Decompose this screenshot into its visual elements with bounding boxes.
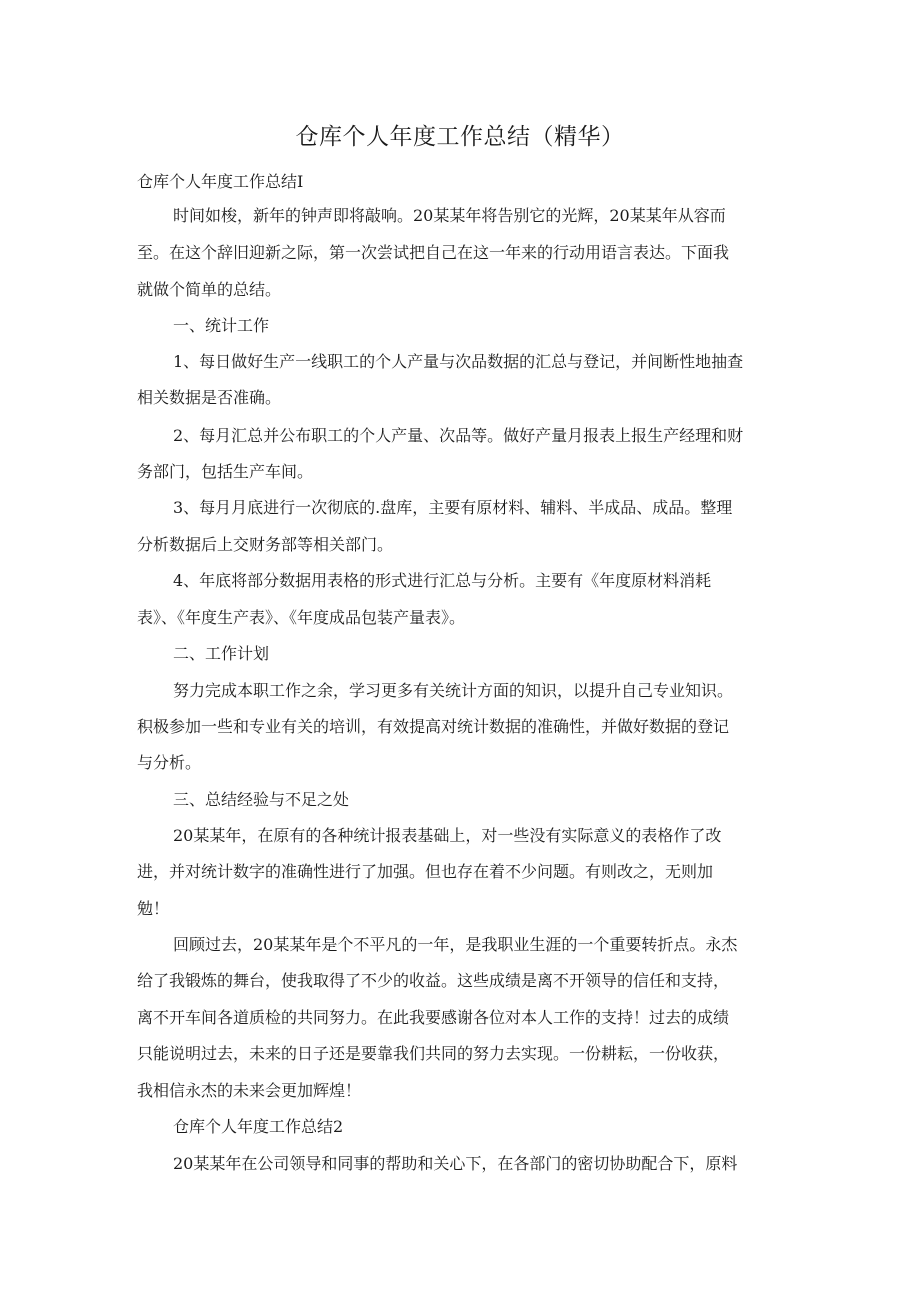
review-line-3: 离不开车间各道质检的共同努力。在此我要感谢各位对本人工作的支持！过去的成绩 <box>137 1008 730 1027</box>
intro-line-2: 至。在这个辞旧迎新之际，第一次尝试把自己在这一年来的行动用语言表达。下面我 <box>137 243 730 262</box>
item-3-line-1: 3、每月月底进行一次彻底的.盘库，主要有原材料、辅料、半成品、成品。整理 <box>173 498 733 517</box>
review-line-4: 只能说明过去，未来的日子还是要靠我们共同的努力去实现。一份耕耘，一份收获， <box>137 1044 730 1063</box>
plan-line-3: 与分析。 <box>137 753 202 772</box>
section-title-plan: 二、工作计划 <box>173 644 270 663</box>
experience-line-3: 勉！ <box>137 899 170 918</box>
item-3-line-2: 分析数据后上交财务部等相关部门。 <box>137 535 394 554</box>
final-line-1: 20某某年在公司领导和同事的帮助和关心下，在各部门的密切协助配合下，原料 <box>173 1154 738 1173</box>
intro-line-3: 就做个简单的总结。 <box>137 280 282 299</box>
review-line-5: 我相信永杰的未来会更加辉煌！ <box>137 1081 362 1100</box>
page-title: 仓库个人年度工作总结（精华） <box>295 124 625 150</box>
item-2-line-1: 2、每月汇总并公布职工的个人产量、次品等。做好产量月报表上报生产经理和财 <box>173 426 744 445</box>
section-heading-1: 仓库个人年度工作总结Ⅰ <box>137 172 304 191</box>
plan-line-1: 努力完成本职工作之余，学习更多有关统计方面的知识，以提升自己专业知识。 <box>173 681 734 700</box>
plan-line-2: 积极参加一些和专业有关的培训，有效提高对统计数据的准确性，并做好数据的登记 <box>137 717 730 736</box>
item-2-line-2: 务部门，包括生产车间。 <box>137 462 314 481</box>
review-line-1: 回顾过去，20某某年是个不平凡的一年，是我职业生涯的一个重要转折点。永杰 <box>173 935 738 954</box>
section-heading-2: 仓库个人年度工作总结2 <box>173 1117 344 1136</box>
item-1-line-1: 1、每日做好生产一线职工的个人产量与次品数据的汇总与登记，并间断性地抽查 <box>173 352 744 371</box>
experience-line-1: 20某某年，在原有的各种统计报表基础上，对一些没有实际意义的表格作了改 <box>173 826 722 845</box>
item-4-line-2: 表》、《年度生产表》、《年度成品包装产量表》。 <box>137 608 466 627</box>
section-title-experience: 三、总结经验与不足之处 <box>173 790 350 809</box>
review-line-2: 给了我锻炼的舞台，使我取得了不少的收益。这些成绩是离不开领导的信任和支持， <box>137 971 730 990</box>
item-1-line-2: 相关数据是否准确。 <box>137 388 282 407</box>
intro-line-1: 时间如梭，新年的钟声即将敲响。20某某年将告别它的光辉，20某某年从容而 <box>173 206 726 225</box>
item-4-line-1: 4、年底将部分数据用表格的形式进行汇总与分析。主要有《年度原材料消耗 <box>173 571 712 590</box>
experience-line-2: 进，并对统计数字的准确性进行了加强。但也存在着不少问题。有则改之，无则加 <box>137 862 714 881</box>
section-title-statistics: 一、统计工作 <box>173 316 270 335</box>
